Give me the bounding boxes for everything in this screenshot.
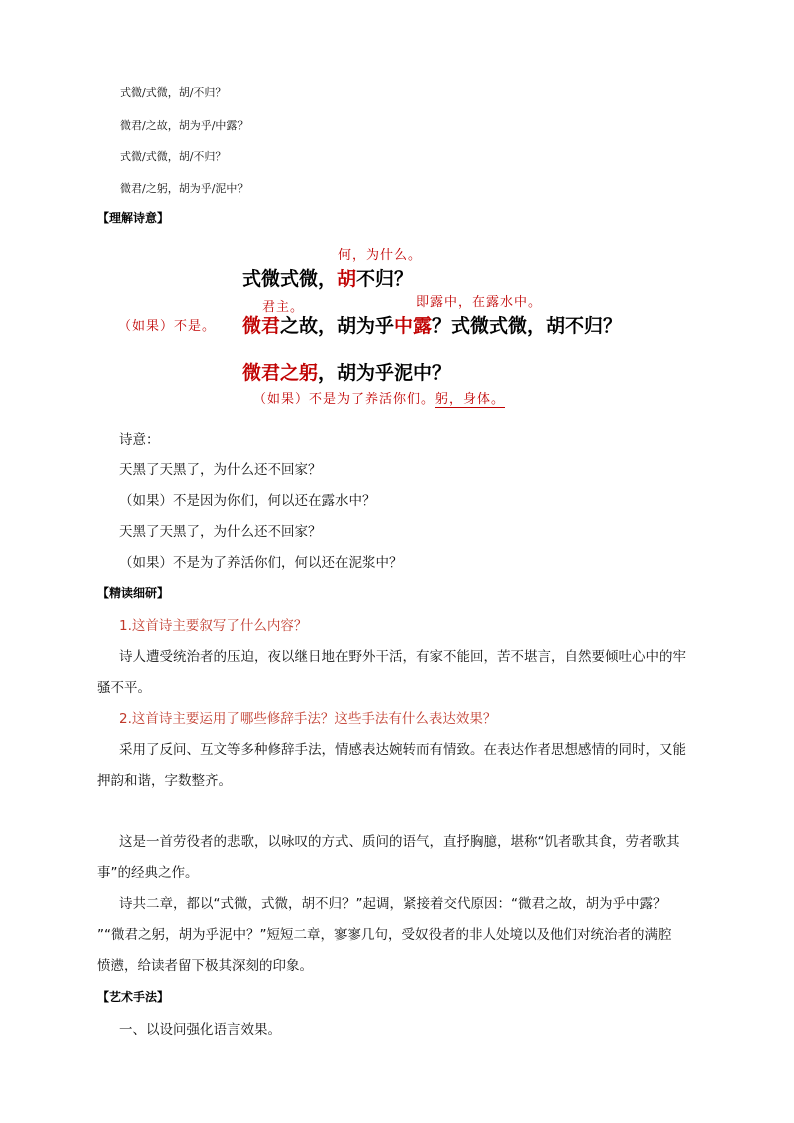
- section-heading-close-reading: 【精读细研】: [97, 586, 170, 600]
- section-heading-art: 【艺术手法】: [97, 990, 170, 1004]
- analysis-p2-line-3: 愤懑，给读者留下极其深刻的印象。: [97, 958, 313, 974]
- meaning-line-2: （如果）不是因为你们，何以还在露水中？: [119, 493, 376, 509]
- note-line-3: [253, 388, 505, 407]
- analysis-p1-line-1: 这是一首劳役者的悲歌，以咏叹的方式、质问的语气，直抒胸臆，堪称“饥者歌其食，劳者歌其: [119, 834, 680, 850]
- answer-2-line-2: 押韵和谐，字数整齐。: [97, 773, 232, 789]
- poem-line-2: [242, 311, 622, 338]
- answer-1-line-2: 骚不平。: [97, 680, 151, 696]
- meaning-line-4: （如果）不是为了养活你们，何以还在泥浆中？: [119, 555, 403, 571]
- art-point-1: 一、以设问强化语言效果。: [119, 1022, 281, 1038]
- section-heading-understand: 【理解诗意】: [97, 211, 170, 225]
- note-line-3-text: （如果）不是为了养活你们。: [253, 392, 436, 407]
- poem-line-3-rest: ，胡为乎泥中？: [318, 362, 452, 384]
- poem-word-weijun: 微君: [242, 315, 281, 337]
- poem-phrase-weijunzhigong: 微君之躬: [242, 362, 319, 384]
- analysis-p1-line-2: 事”的经典之作。: [97, 865, 199, 881]
- recitation-line-2: 微君/之故，胡为乎/中露？: [120, 119, 249, 132]
- meaning-line-1: 天黑了天黑了，为什么还不回家？: [119, 462, 322, 478]
- question-2: 2.这首诗主要运用了哪些修辞手法？这些手法有什么表达效果？: [119, 711, 497, 727]
- poem-line-2-mid: 之故，胡为乎: [280, 315, 395, 337]
- poem-word-hu: 胡: [337, 268, 357, 290]
- poem-line-1: [242, 264, 413, 291]
- poem-line-1-black: 式微式微，: [242, 268, 338, 290]
- answer-2-line-1: 采用了反问、互文等多种修辞手法，情感表达婉转而有情致。在表达作者思想感情的同时，又能: [119, 742, 686, 758]
- poem-line-1-rest: 不归？: [356, 268, 414, 290]
- poem-line-3: [242, 358, 451, 385]
- meaning-line-3: 天黑了天黑了，为什么还不回家？: [119, 524, 322, 540]
- recitation-line-3: 式微/式微，胡/不归？: [120, 150, 227, 163]
- note-zhonglu: 即露中，在露水中。: [416, 295, 543, 310]
- question-1: 1.这首诗主要叙写了什么内容？: [119, 618, 308, 634]
- meaning-label: 诗意：: [119, 432, 160, 448]
- analysis-p2-line-2: ”“微君之躬，胡为乎泥中？”短短二章，寥寥几句，受奴役者的非人处境以及他们对统治者的满腔: [97, 927, 672, 943]
- note-junzhu: 君主。: [262, 300, 305, 315]
- poem-line-2-end: ？式微式微，胡不归？: [432, 315, 623, 337]
- note-gong: 躬，身体。: [435, 392, 506, 407]
- note-hu: 何，为什么。: [338, 248, 423, 263]
- recitation-line-1: 式微/式微，胡/不归？: [120, 86, 227, 99]
- note-rushi: （如果）不是。: [118, 319, 217, 334]
- recitation-line-4: 微君/之躬，胡为乎/泥中？: [120, 182, 249, 195]
- answer-1-line-1: 诗人遭受统治者的压迫，夜以继日地在野外干活，有家不能回，苦不堪言，自然要倾吐心中的牢: [119, 649, 686, 665]
- poem-word-zhonglu: 中露: [394, 315, 433, 337]
- analysis-p2-line-1: 诗共二章，都以“式微，式微，胡不归？”起调，紧接着交代原因：“微君之故，胡为乎中露？: [119, 896, 667, 912]
